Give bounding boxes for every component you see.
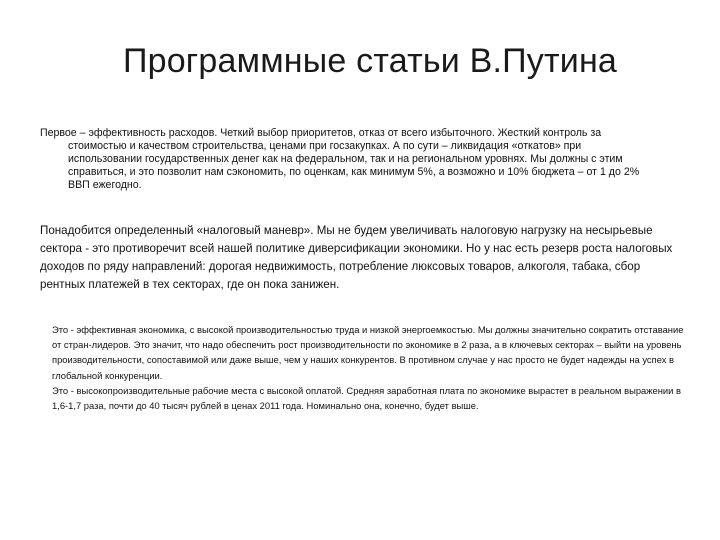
- paragraph-efficient-economy: Это - эффективная экономика, с высокой производительностью труда и низкой энергоемкостью. Мы должны значительно сократить отставание от стран-лидеров. Это значит, что надо обеспечить рост производительности по экономике в 2 раза, а в ключевых секторах – выйти на уровень производительности, сопоставимой или даже выше, чем у наших конкурентов. В противном случае у нас просто не будет надежды на успех в глобальной конкуренции.: [52, 324, 684, 381]
- slide-title: Программные статьи В.Путина: [122, 42, 618, 80]
- paragraph-economy-block: [52, 322, 692, 413]
- paragraph-efficiency: Первое – эффективность расходов. Четкий выбор приоритетов, отказ от всего избыточного. Жесткий контроль за стоимостью и качеством строительства, ценами при госзакупках. А по сути – ликвидация «откатов» при использовании государственных денег как на федеральном, так и на региональном уровнях. Мы должны с этим справиться, и это позволит нам сэкономить, по оценкам, как минимум 5%, а возможно и 10% бюджета – от 1 до 2% ВВП ежегодно.: [40, 127, 640, 191]
- paragraph-tax-maneuver: Понадобится определенный «налоговый маневр». Мы не будем увеличивать налоговую нагрузку на несырьевые сектора - это противоречит всей нашей политике диверсификации экономики. Но у нас есть резерв роста налоговых доходов по ряду направлений: дорогая недвижимость, потребление люксовых товаров, алкоголя, табака, сбор рентных платежей в тех секторах, где он пока занижен.: [40, 224, 673, 291]
- paragraph-high-productivity-jobs: Это - высокопроизводительные рабочие места с высокой оплатой. Средняя заработная плата по экономике вырастет в реальном выражении в 1,6-1,7 раза, почти до 40 тысяч рублей в ценах 2011 года. Номинально она, конечно, будет выше.: [52, 384, 681, 412]
